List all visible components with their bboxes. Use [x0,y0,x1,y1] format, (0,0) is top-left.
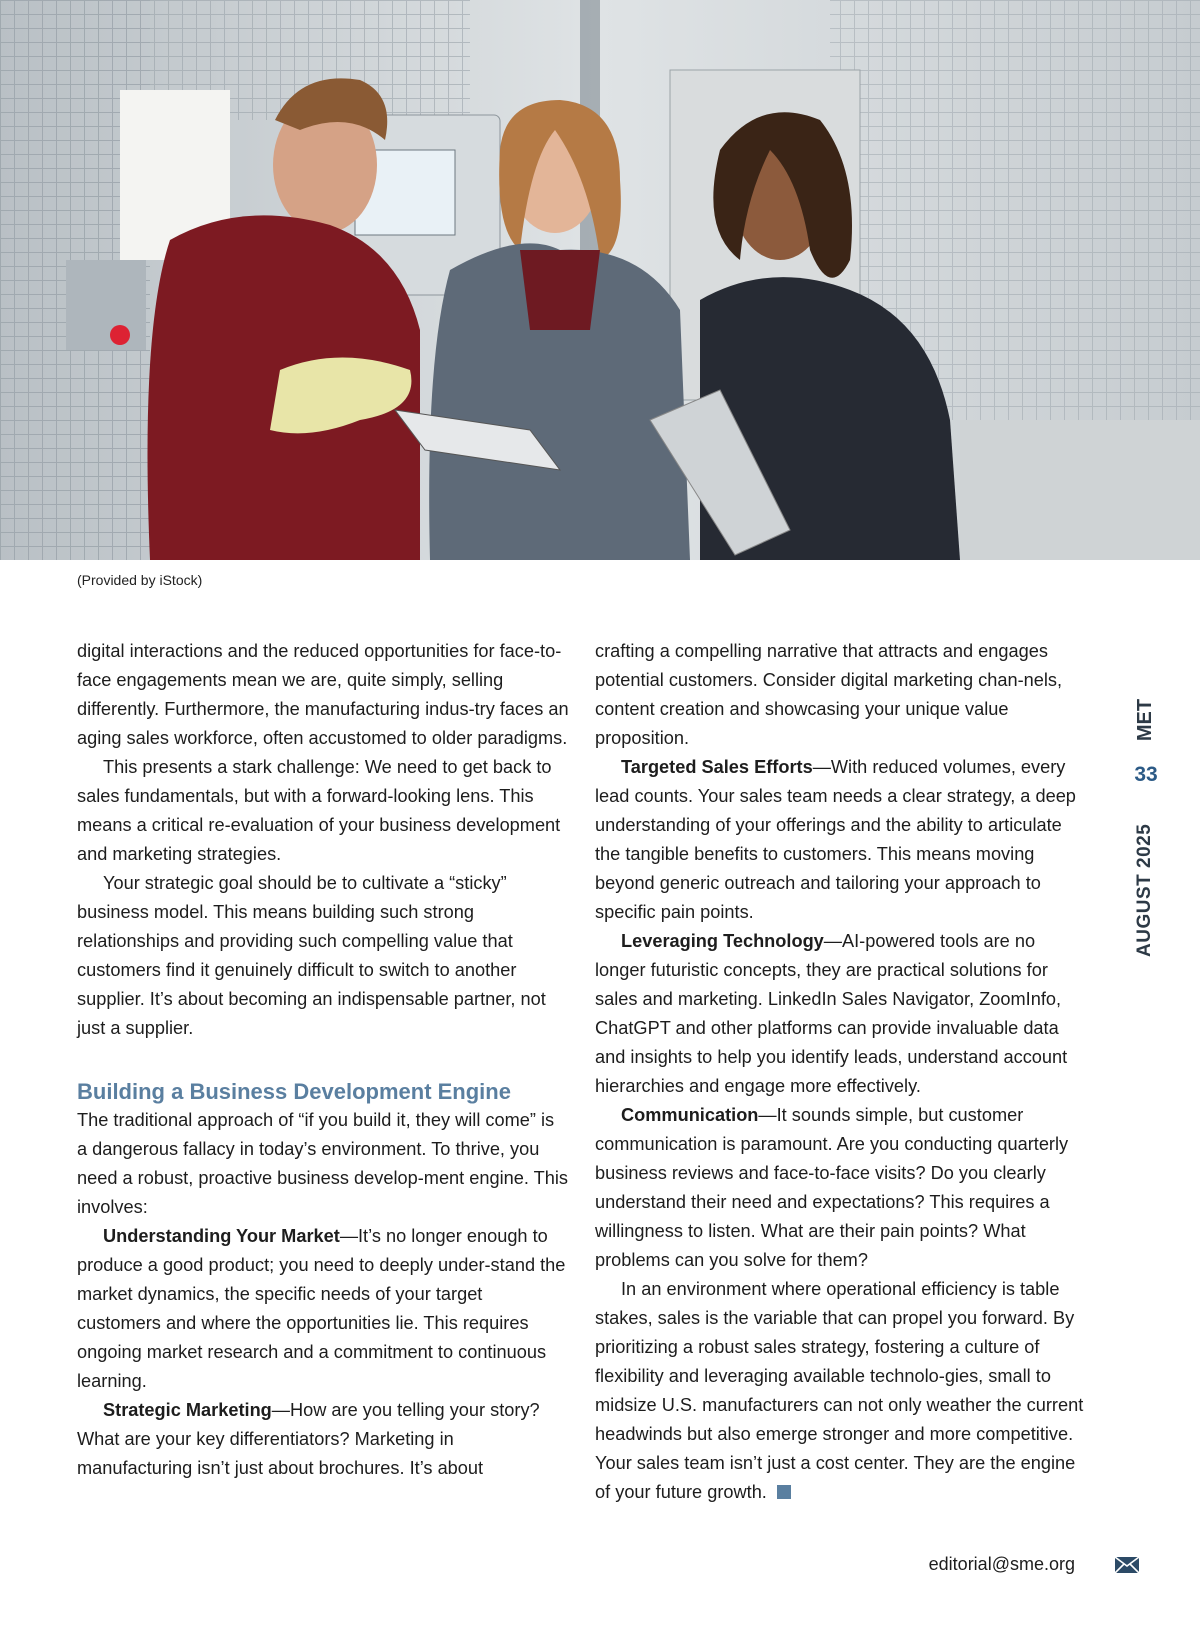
paragraph [595,927,1090,1101]
paragraph-text: —AI-powered tools are no longer futuristic concepts, they are practical solutions for sales and marketing. LinkedIn Sales Navigator, ZoomInfo, ChatGPT and other platforms can provide invaluable data and insights to help you identify leads, understand account hierarchies and engage more effectively. [595,931,1068,1096]
paragraph: Your strategic goal should be to cultivate a “sticky” business model. This means building such strong relationships and providing such compelling value that customers find it genuinely difficult to switch to another supplier. It’s about becoming an indispensable partner, not just a supplier. [77,873,546,1038]
paragraph: crafting a compelling narrative that attracts and engages potential customers. Consider digital marketing chan-nels, content creation and showcasing your unique value proposition. [595,641,1063,748]
mail-icon[interactable] [1115,1557,1139,1573]
factory-meeting-photo-icon [0,0,1200,560]
paragraph [77,1396,569,1483]
paragraph-lead: Leveraging Technology [621,931,824,951]
paragraph-text: —With reduced volumes, every lead counts. Your sales team needs a clear strategy, a deep understanding of your offerings and the ability to articulate the tangible benefits to customers. This means moving beyond generic outreach and tailoring your approach to specific pain points. [595,757,1076,922]
photo-credit: (Provided by iStock) [77,572,203,588]
paragraph-lead: Targeted Sales Efforts [621,757,813,777]
end-mark-icon [777,1485,791,1499]
paragraph-text: —It’s no longer enough to produce a good product; you need to deeply under-stand the market dynamics, the specific needs of your target customers and where the opportunities lie. This requires ongoing market research and a commitment to continuous learning. [77,1226,566,1391]
article-column-1 [77,637,569,1483]
footer [880,1550,1180,1580]
issue-date: AUGUST 2025 [1134,823,1155,957]
page-number: 33 [1134,763,1158,786]
paragraph: digital interactions and the reduced opportunities for face-to-face engagements mean we are, quite simply, selling differently. Furthermore, the manufacturing indus-try faces an aging sales workforce, often accustomed to older paradigms. [77,641,569,748]
paragraph [595,1101,1090,1275]
paragraph: This presents a stark challenge: We need to get back to sales fundamentals, but with a forward-looking lens. This means a critical re-evaluation of your business development and marketing strategies. [77,757,561,864]
paragraph [595,1275,1090,1507]
article-column-2 [595,637,1090,1507]
paragraph [595,753,1090,927]
paragraph-text: In an environment where operational efficiency is table stakes, sales is the variable that can propel you forward. By prioritizing a robust sales strategy, fostering a culture of flexibility and leveraging available technolo-gies, small to midsize U.S. manufacturers can not only weather the current headwinds but also emerge stronger and more competitive. Your sales team isn’t just a cost center. They are the engine of your future growth. [595,1279,1084,1502]
paragraph-lead: Strategic Marketing [103,1400,272,1420]
section-heading: Building a Business Development Engine [77,1079,511,1104]
paragraph-text: —How are you telling your story? What are your key differentiators? Marketing in manufacturing isn’t just about brochures. It’s about [77,1400,540,1478]
paragraph: The traditional approach of “if you build it, they will come” is a dangerous fallacy in today’s environment. To thrive, you need a robust, proactive business develop-ment engine. This involves: [77,1110,569,1217]
hero-photo [0,0,1200,560]
paragraph-text: —It sounds simple, but customer communication is paramount. Are you conducting quarterly business reviews and face-to-face visits? Do you clearly understand their need and expectations? This requires a willingness to listen. What are their pain points? What problems can you solve for them? [595,1105,1069,1270]
paragraph [77,1222,569,1396]
paragraph-lead: Understanding Your Market [103,1226,340,1246]
magazine-name: MET [1134,698,1156,742]
paragraph-lead: Communication [621,1105,759,1125]
editorial-email-link[interactable]: editorial@sme.org [928,1554,1075,1574]
